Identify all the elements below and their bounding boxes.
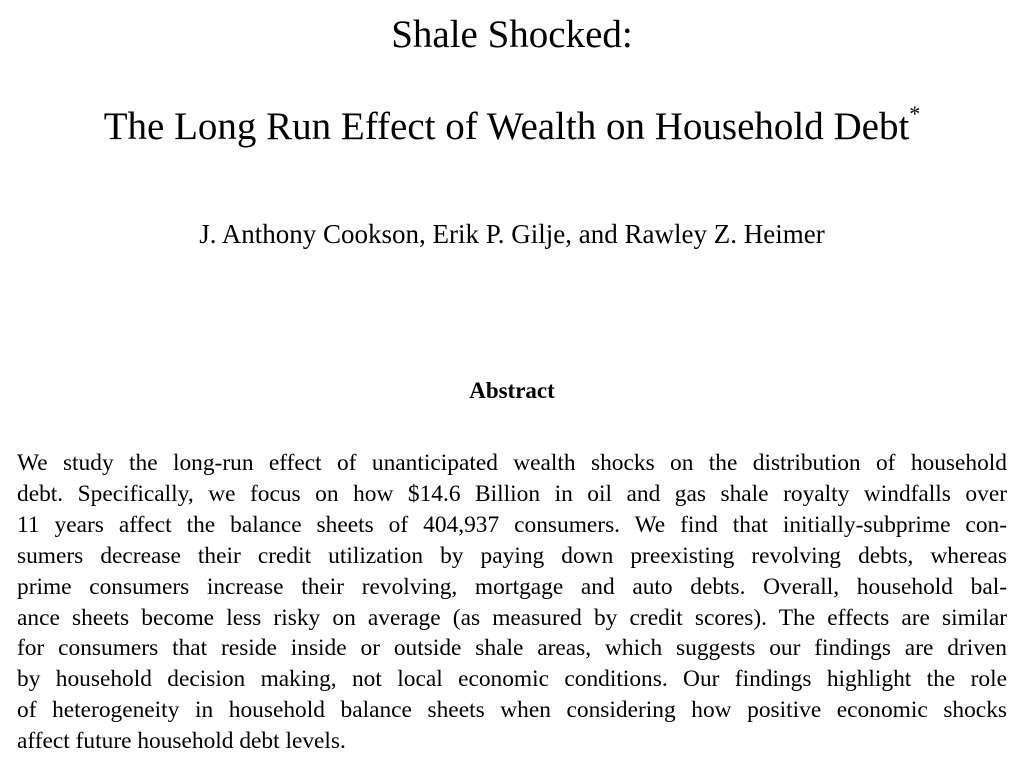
abstract-line: We study the long-run effect of unanticipated wealth shocks on the distribution of household <box>17 450 1007 476</box>
abstract-line: debt. Specifically, we focus on how $14.6 Billion in oil and gas shale royalty windfalls over <box>17 480 1007 507</box>
abstract-line: 11 years affect the balance sheets of 404,937 consumers. We find that initially-subprime con- <box>17 511 1007 538</box>
paper-title-line-2 <box>0 101 1024 148</box>
abstract-line: ance sheets become less risky on average (as measured by credit scores). The effects are similar <box>17 604 1007 631</box>
title-line-2-text: The Long Run Effect of Wealth on Household Debt <box>103 105 910 148</box>
title-line-1-text: Shale Shocked: <box>391 13 633 56</box>
abstract-line: sumers decrease their credit utilization by paying down preexisting revolving debts, whereas <box>17 542 1007 569</box>
abstract-line: for consumers that reside inside or outside shale areas, which suggests our findings are driven <box>17 635 1007 662</box>
title-footnote-mark[interactable]: * <box>909 101 921 126</box>
abstract-body <box>17 448 1007 757</box>
abstract-line: by household decision making, not local economic conditions. Our findings highlight the role <box>17 666 1007 693</box>
paper-authors: J. Anthony Cookson, Erik P. Gilje, and Rawley Z. Heimer <box>199 219 825 249</box>
abstract-line: affect future household debt levels. <box>17 728 346 755</box>
abstract-heading: Abstract <box>469 378 555 403</box>
paper-title-line-1 <box>0 15 1024 54</box>
abstract-line: of heterogeneity in household balance sheets when considering how positive economic shocks <box>17 697 1007 724</box>
abstract-line: prime consumers increase their revolving, mortgage and auto debts. Overall, household bal- <box>17 573 1007 600</box>
